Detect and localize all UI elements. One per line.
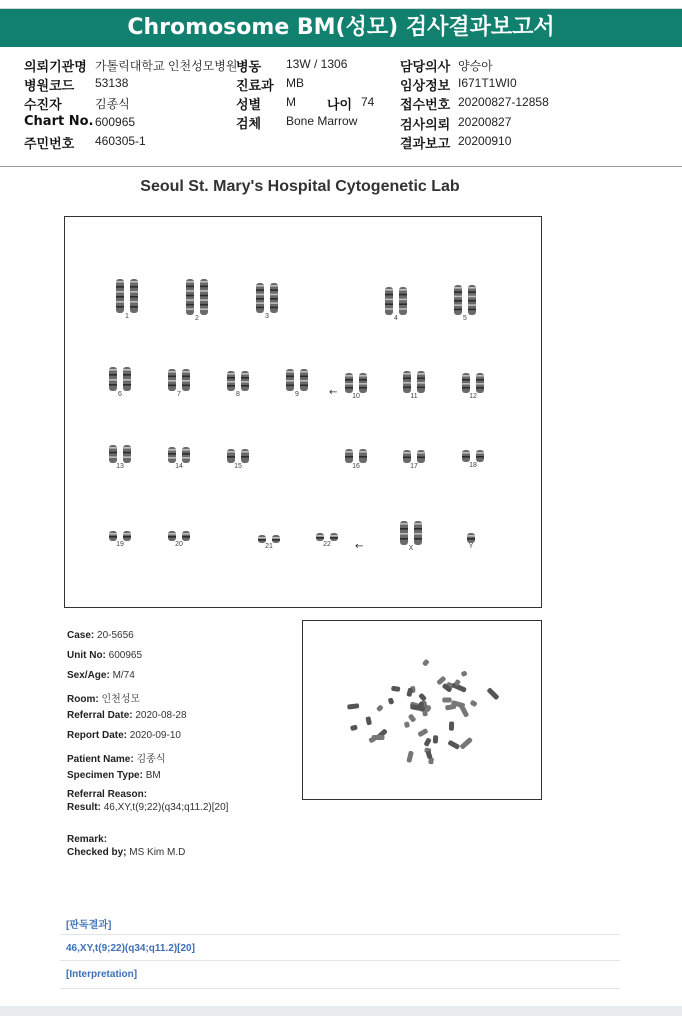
chromosome-number-label: 11 xyxy=(410,393,418,400)
chromosome-pair-graphic xyxy=(254,535,284,543)
chromosome-7 xyxy=(159,369,199,398)
info-value-hospital-code: 53138 xyxy=(95,76,129,90)
interpretation-label: [Interpretation] xyxy=(66,969,138,980)
chromosome-number-label: 18 xyxy=(469,462,477,469)
chromosome-12 xyxy=(453,373,493,400)
chromosome-1 xyxy=(107,279,147,320)
info-value-chart-no: 600965 xyxy=(95,115,136,129)
info-value-patient: 김종식 xyxy=(95,97,130,111)
info-label-ward: 병동 xyxy=(236,60,262,75)
chromosome-pair-graphic xyxy=(399,371,429,393)
chromosome-11 xyxy=(394,371,434,400)
chromosome-pair-graphic xyxy=(164,531,194,541)
cytogenetic-report xyxy=(0,168,682,1006)
divider xyxy=(60,960,620,961)
chromosome-number-label: 9 xyxy=(295,391,299,398)
chromosome-number-label: 4 xyxy=(394,315,398,322)
chromosome-pair-graphic xyxy=(399,450,429,463)
chromosome-pair-graphic xyxy=(341,373,371,393)
metaphase-spread-image xyxy=(302,620,542,800)
chromosome-pair-graphic xyxy=(282,369,312,391)
chromosome-number-label: 22 xyxy=(323,541,331,548)
chromosome-20 xyxy=(159,531,199,548)
lab-title: Seoul St. Mary's Hospital Cytogenetic Lab xyxy=(140,178,460,195)
field-checked-by: Checked by; MS Kim M.D xyxy=(67,847,186,858)
info-label-patient: 수진자 xyxy=(24,98,62,113)
info-value-ward: 13W / 1306 xyxy=(286,57,348,71)
field-result: Result: 46,XY,t(9;22)(q34;q11.2)[20] xyxy=(67,802,229,813)
info-value-age: 74 xyxy=(361,95,375,109)
chromosome-22 xyxy=(307,533,347,548)
chromosome-pair-graphic xyxy=(105,531,135,541)
chromosome-number-label: 3 xyxy=(265,313,269,320)
info-label-report-date: 결과보고 xyxy=(400,137,451,152)
chromosome-9 xyxy=(277,369,317,398)
field-referral-reason: Referral Reason: xyxy=(67,789,148,800)
chromosome-19 xyxy=(100,531,140,548)
info-label-accession: 접수번호 xyxy=(400,98,451,113)
info-label-hospital-code: 병원코드 xyxy=(24,79,75,94)
report-title: Chromosome BM(성모) 검사결과보고서 xyxy=(0,9,682,47)
chromosome-pair-graphic xyxy=(396,521,426,545)
chromosome-pair-graphic xyxy=(458,373,488,393)
info-value-specimen: Bone Marrow xyxy=(286,114,358,128)
field-unit-no: Unit No: 600965 xyxy=(67,650,143,661)
chromosome-y xyxy=(451,533,491,550)
abnormality-arrow-icon: ← xyxy=(355,541,364,552)
chromosome-number-label: 2 xyxy=(195,315,199,322)
chromosome-pair-graphic xyxy=(465,533,477,543)
chromosome-x xyxy=(391,521,431,552)
field-referral-date: Referral Date: 2020-08-28 xyxy=(67,710,187,721)
info-value-accession: 20200827-12858 xyxy=(458,95,549,109)
chromosome-number-label: 14 xyxy=(175,463,183,470)
chromosome-10 xyxy=(336,373,376,400)
info-value-resident-no: 460305-1 xyxy=(95,134,146,148)
chromosome-number-label: 13 xyxy=(116,463,124,470)
field-case: Case: 20-5656 xyxy=(67,630,134,641)
chromosome-13 xyxy=(100,445,140,470)
chromosome-16 xyxy=(336,449,376,470)
chromosome-21 xyxy=(249,535,289,550)
chromosome-8 xyxy=(218,371,258,398)
abnormality-arrow-icon: ← xyxy=(329,387,338,398)
info-value-institution: 가톨릭대학교 인천성모병원 xyxy=(95,59,238,73)
field-remark: Remark: xyxy=(67,834,108,845)
bottom-bar xyxy=(0,1006,682,1016)
info-value-doctor: 양승아 xyxy=(458,59,493,73)
chromosome-pair-graphic xyxy=(341,449,371,463)
chromosome-pair-graphic xyxy=(458,450,488,462)
chromosome-pair-graphic xyxy=(223,371,253,391)
chromosome-number-label: 21 xyxy=(265,543,273,550)
top-bar xyxy=(0,0,682,9)
info-value-sex: M xyxy=(286,95,296,109)
karyogram-image xyxy=(64,216,542,608)
chromosome-number-label: 7 xyxy=(177,391,181,398)
chromosome-number-label: 12 xyxy=(469,393,477,400)
chromosome-number-label: 20 xyxy=(175,541,183,548)
info-label-age: 나이 xyxy=(327,98,353,113)
chromosome-4 xyxy=(376,287,416,322)
chromosome-pair-graphic xyxy=(164,447,194,463)
patient-info-panel xyxy=(0,48,682,167)
chromosome-pair-graphic xyxy=(182,279,212,315)
field-patient-name: Patient Name: 김종식 xyxy=(67,754,166,765)
chromosome-pair-graphic xyxy=(105,445,135,463)
divider xyxy=(60,988,620,989)
info-label-resident-no: 주민번호 xyxy=(24,137,75,152)
chromosome-17 xyxy=(394,450,434,470)
info-value-clinical-info: I671T1WI0 xyxy=(458,76,517,90)
metaphase-graphic xyxy=(303,621,541,799)
info-value-request-date: 20200827 xyxy=(458,115,512,129)
chromosome-pair-graphic xyxy=(312,533,342,541)
chromosome-pair-graphic xyxy=(381,287,411,315)
info-label-sex: 성별 xyxy=(236,98,262,113)
info-label-clinical-info: 임상정보 xyxy=(400,79,451,94)
info-label-doctor: 담당의사 xyxy=(400,60,451,75)
field-sex-age: Sex/Age: M/74 xyxy=(67,670,135,681)
field-specimen-type: Specimen Type: BM xyxy=(67,770,161,781)
divider xyxy=(60,934,620,935)
chromosome-pair-graphic xyxy=(223,449,253,463)
info-value-department: MB xyxy=(286,76,304,90)
chromosome-number-label: 10 xyxy=(352,393,360,400)
chromosome-pair-graphic xyxy=(164,369,194,391)
chromosome-number-label: 6 xyxy=(118,391,122,398)
chromosome-pair-graphic xyxy=(450,285,480,315)
chromosome-number-label: 19 xyxy=(116,541,124,548)
chromosome-number-label: 17 xyxy=(410,463,418,470)
chromosome-pair-graphic xyxy=(105,367,135,391)
info-label-request-date: 검사의뢰 xyxy=(400,118,451,133)
chromosome-number-label: 15 xyxy=(234,463,242,470)
chromosome-number-label: 16 xyxy=(352,463,360,470)
info-label-specimen: 검체 xyxy=(236,117,262,132)
judgement-value: 46,XY,t(9;22)(q34;q11.2)[20] xyxy=(66,943,195,954)
field-report-date: Report Date: 2020-09-10 xyxy=(67,730,181,741)
chromosome-15 xyxy=(218,449,258,470)
judgement-label: [판독결과] xyxy=(66,920,112,931)
chromosome-3 xyxy=(247,283,287,320)
info-value-report-date: 20200910 xyxy=(458,134,512,148)
info-label-department: 진료과 xyxy=(236,79,274,94)
chromosome-number-label: 8 xyxy=(236,391,240,398)
field-room: Room: 인천성모 xyxy=(67,694,141,705)
info-label-chart-no: Chart No. xyxy=(24,114,94,129)
chromosome-pair-graphic xyxy=(252,283,282,313)
chromosome-6 xyxy=(100,367,140,398)
chromosome-number-label: Y xyxy=(468,543,474,550)
chromosome-14 xyxy=(159,447,199,470)
info-label-institution: 의뢰기관명 xyxy=(24,60,87,75)
chromosome-pair-graphic xyxy=(112,279,142,313)
chromosome-number-label: 5 xyxy=(463,315,467,322)
chromosome-number-label: 1 xyxy=(125,313,129,320)
chromosome-2 xyxy=(177,279,217,322)
chromosome-5 xyxy=(445,285,485,322)
chromosome-18 xyxy=(453,450,493,469)
chromosome-number-label: X xyxy=(408,545,414,552)
